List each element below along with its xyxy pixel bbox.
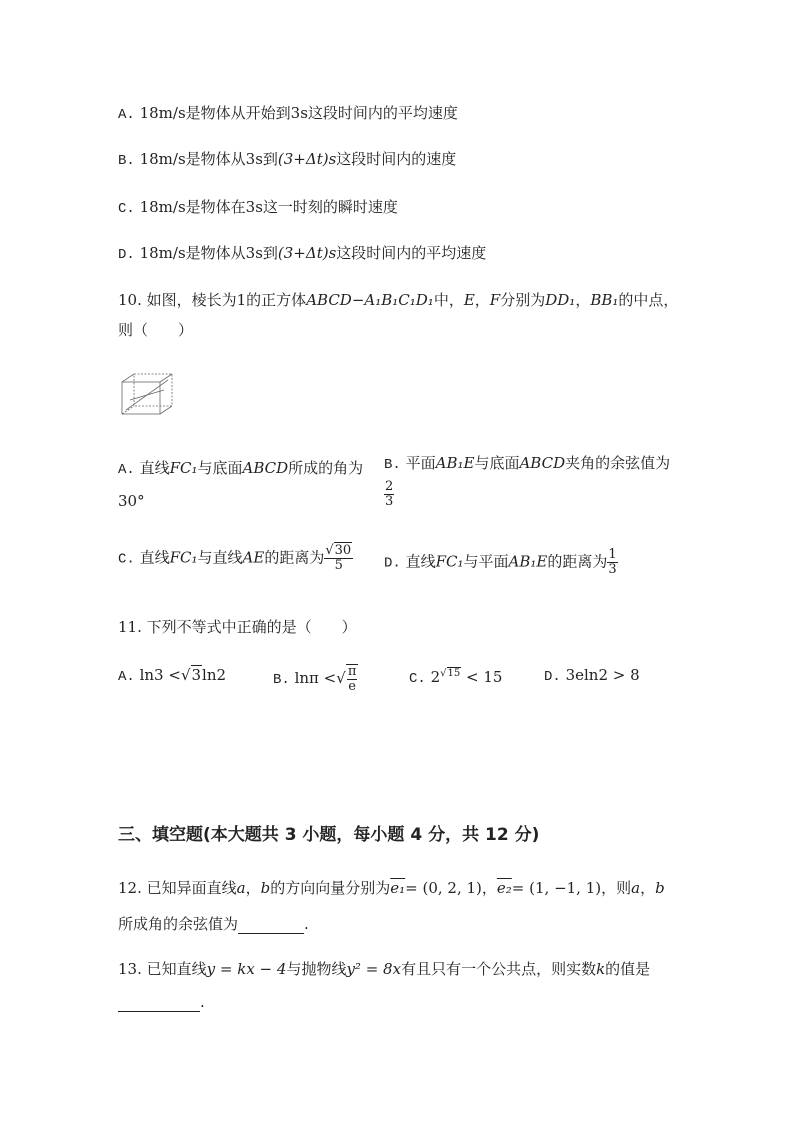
option-text: 夹角的余弦值为 [565, 454, 671, 472]
answer-blank[interactable] [238, 917, 304, 934]
cube-edge [160, 374, 172, 382]
expr-right: ln2 [202, 666, 227, 684]
q13-line1 [118, 959, 650, 979]
expr-right: < 15 [466, 668, 503, 686]
option-label: D. [118, 247, 135, 263]
stem-text: 的中点， [618, 291, 679, 309]
answer-blank[interactable] [118, 995, 200, 1012]
numerator: π [347, 664, 357, 679]
option-label: B. [384, 457, 401, 473]
option-text: 直线 [405, 552, 436, 571]
option-label: B. [118, 153, 135, 169]
q10-option-d [384, 548, 618, 577]
var-b: b [655, 879, 665, 897]
option-label: A. [118, 462, 135, 478]
option-label: C. [409, 671, 426, 687]
denominator: 5 [334, 558, 343, 573]
q10-option-b-value [384, 480, 394, 509]
q9-option-a [118, 103, 458, 125]
stem-text: 有且只有一个公共点，则实数 [401, 960, 597, 978]
stem-text: 如图，棱长为1的正方体 [146, 291, 307, 309]
line-equation: y = kx − 4 [206, 960, 287, 978]
option-text: 18m/s是物体在3s这一时刻的瞬时速度 [139, 198, 398, 216]
option-label: D. [544, 669, 561, 685]
cube-edge [122, 406, 134, 414]
q10-option-c [118, 544, 353, 573]
option-label: D. [384, 555, 401, 572]
q11-option-b: B. lnπ <√ $\frac{\pi}{e}$ [273, 664, 357, 694]
q9-option-d [118, 243, 486, 265]
option-label: C. [118, 551, 135, 568]
angle-value: 30° [118, 492, 145, 510]
denominator: 3 [608, 562, 617, 577]
point-f: F [489, 291, 501, 309]
plane-ab1e: AB₁E [435, 454, 475, 472]
option-text: 这段时间内的速度 [336, 150, 457, 168]
vector-value: = (0, 2, 1) [405, 879, 482, 897]
plane-abcd: ABCD [242, 459, 289, 477]
q10-option-a-value [118, 492, 145, 510]
option-text: 与平面 [463, 552, 509, 571]
var-b: b [260, 879, 271, 897]
line-fc1: FC₁ [169, 548, 198, 567]
line-ae: AE [242, 548, 265, 567]
line-fc1: FC₁ [169, 459, 198, 477]
q12-line1 [118, 878, 665, 898]
option-label: A. [118, 669, 135, 685]
option-text: 18m/s是物体从开始到3s这段时间内的平均速度 [139, 104, 458, 122]
option-text: 这段时间内的平均速度 [336, 244, 487, 262]
q9-option-b [118, 149, 456, 171]
stem-text: 与抛物线 [286, 960, 347, 978]
expr-base: 2 [430, 668, 441, 686]
cube-name: ABCD−A₁B₁C₁D₁ [306, 291, 434, 309]
stem-text: 已知异面直线 [146, 879, 237, 897]
stem-text: 中， [433, 291, 464, 309]
expr: 3eln2 > 8 [565, 666, 640, 684]
var-k: k [596, 960, 606, 978]
option-math: (3+Δt)s [277, 150, 337, 168]
option-text: 与直线 [197, 548, 243, 567]
fraction [607, 548, 617, 577]
stem-text: 的方向向量分别为 [270, 879, 391, 897]
option-text: 直线 [139, 548, 170, 567]
q10-stem [118, 290, 678, 310]
cube-edge [160, 406, 172, 414]
stem-text: 已知直线 [146, 960, 207, 978]
separator: ， [640, 879, 656, 897]
option-text: 的距离为 [264, 548, 325, 567]
expr-left: lnπ < [294, 669, 337, 687]
radicand: 30 [334, 543, 352, 558]
period: . [200, 993, 205, 1011]
option-text: 与底面 [197, 459, 243, 477]
fraction [384, 480, 394, 509]
stem-text: 分别为 [500, 291, 546, 309]
separator: ， [481, 879, 497, 897]
option-text: 的距离为 [547, 552, 608, 571]
radicand: 3 [191, 666, 202, 684]
q11-stem [118, 617, 357, 637]
q10-stem-line2 [118, 320, 193, 340]
numerator: 1 [608, 547, 617, 562]
separator: ， [575, 291, 591, 309]
stem-text: 所成角的余弦值为 [118, 915, 239, 933]
cube-back-face [134, 374, 172, 406]
parabola-equation: y² = 8x [346, 960, 402, 978]
line-fc1: FC₁ [435, 552, 464, 571]
edge-dd1: DD₁ [545, 291, 576, 309]
option-text: 18m/s是物体从3s到 [139, 244, 278, 262]
cube-edge [122, 374, 134, 382]
point-e: E [463, 291, 475, 309]
option-text: 平面 [405, 454, 436, 472]
denominator: e [348, 679, 356, 694]
option-text: 所成的角为 [288, 459, 364, 477]
q10-option-b [384, 452, 670, 473]
numerator: √30 [325, 543, 352, 558]
option-label: C. [118, 201, 135, 217]
edge-bb1: BB₁ [590, 291, 619, 309]
numerator: 2 [385, 479, 394, 494]
q13-line2 [118, 992, 205, 1012]
option-text: 直线 [139, 459, 170, 477]
stem-text: 下列不等式中正确的是（ ） [146, 618, 357, 636]
q11-option-c: C. $2^{√15} < 15$ [409, 668, 503, 687]
question-number: 11. [118, 618, 142, 636]
q10-option-a [118, 457, 363, 478]
option-math: (3+Δt)s [277, 244, 337, 262]
vector-e2: e₂ [496, 879, 512, 897]
plane-ab1e: AB₁E [508, 552, 548, 571]
denominator: 3 [385, 494, 394, 509]
option-label: A. [118, 107, 135, 123]
cube-diagonal [130, 390, 164, 400]
option-text: 与底面 [474, 454, 520, 472]
stem-text: 的值是 [605, 960, 651, 978]
q11-option-a: A. ln3 <√3ln2 [118, 666, 227, 685]
var-a: a [631, 879, 641, 897]
fraction [346, 664, 359, 694]
period: . [304, 915, 309, 933]
q9-option-c [118, 197, 398, 219]
stem-text: ，则 [601, 879, 632, 897]
question-number: 13. [118, 960, 142, 978]
var-a: a [236, 879, 246, 897]
section-heading: 三、填空题(本大题共 3 小题，每小题 4 分，共 12 分) [118, 825, 540, 845]
separator: ， [474, 291, 490, 309]
plane-abcd: ABCD [519, 454, 566, 472]
exponent: 15 [447, 668, 461, 679]
question-number: 12. [118, 879, 142, 897]
option-text: 18m/s是物体从3s到 [139, 150, 278, 168]
q11-option-d [544, 666, 640, 685]
vector-value: = (1, −1, 1) [511, 879, 602, 897]
q12-line2 [118, 914, 309, 934]
option-label: B. [273, 672, 290, 688]
vector-e1: e₁ [390, 879, 406, 897]
question-number: 10. [118, 291, 142, 309]
cube-figure [118, 370, 178, 418]
fraction [324, 544, 353, 573]
separator: ， [245, 879, 261, 897]
expr-left: ln3 < [139, 666, 181, 684]
stem-text: 则（ ） [118, 321, 194, 339]
